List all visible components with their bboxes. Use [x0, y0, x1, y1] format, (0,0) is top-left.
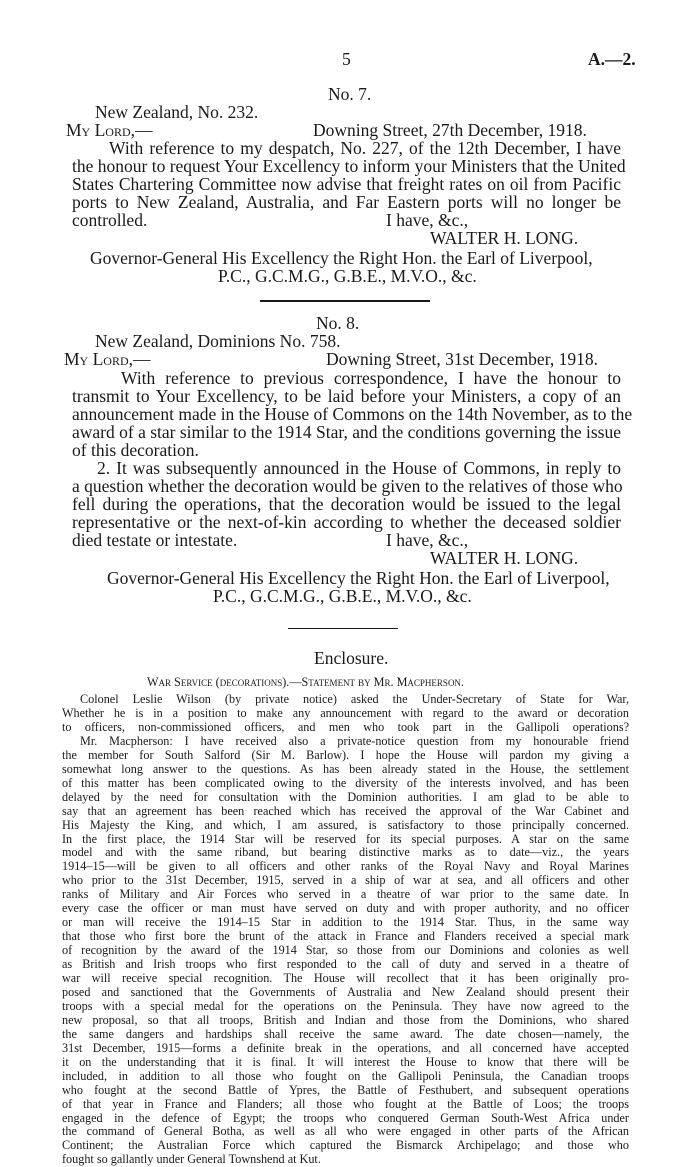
- enclosure-line: included, in addition to all those who fought on the Gallipoli Peninsula, the Canadian troops: [62, 1068, 629, 1083]
- enclosure-line: the same dangers and hardships shall receive the same award. The date chosen—namely, the: [62, 1026, 629, 1041]
- enclosure-line: or man will receive the 1914–15 Star in addition to the 1914 Star. Thus, in the same way: [62, 915, 629, 930]
- body-line: 2. It was subsequently announced in the House of Commons, in reply to: [97, 458, 621, 478]
- enclosure-line: it on the understanding that it is final. It will interest the House to know that there will be: [62, 1054, 629, 1069]
- enclosure-line: who fought at the second Battle of Ypres, the Battle of Festhubert, and subsequent operations: [62, 1082, 629, 1097]
- body-line: ports to New Zealand, Australia, and Far Eastern ports will no longer be: [72, 192, 621, 212]
- closing: I have, &c.,: [386, 530, 469, 550]
- enclosure-line: of this matter has been complicated owing to the diversity of the interests involved, and has been: [62, 775, 629, 790]
- body-line: died testate or intestate.: [72, 530, 238, 550]
- letter-number: No. 8.: [316, 313, 360, 333]
- enclosure-line: new proposal, so that all troops, British and Indian and those from the Dominions, who shared: [62, 1012, 629, 1027]
- letter-reference: New Zealand, No. 232.: [95, 102, 259, 122]
- place-date: Downing Street, 31st December, 1918.: [326, 349, 598, 369]
- place-date: Downing Street, 27th December, 1918.: [313, 120, 587, 140]
- body-line: award of a star similar to the 1914 Star, and the conditions governing the issue: [72, 422, 621, 442]
- enclosure-line: His Majesty the King, and which, I am assured, is satisfactory to those principally concerned.: [62, 817, 629, 832]
- enclosure-line: of recognition by the award of the 1914 Star, so those from our Dominions and colonies as well: [62, 943, 629, 958]
- enclosure-line: engaged in the defence of Egypt; the troops who conquered German South-West Africa under: [62, 1110, 629, 1125]
- enclosure-line: delayed by the need for consultation with the Dominion authorities. I am glad to be able to: [62, 789, 629, 804]
- body-line: announcement made in the House of Commons on the 14th November, as to the: [72, 404, 633, 424]
- enclosure-line: to officers, non-commissioned officers, and men who took part in the Gallipoli operations?: [62, 719, 629, 734]
- enclosure-line: 31st December, 1915—forms a definite break in the operations, and all concerned have accepted: [62, 1040, 629, 1055]
- enclosure-line: that those who first bore the brunt of the attack in France and Flanders received a special mark: [62, 929, 629, 944]
- addressee: Governor-General His Excellency the Right Hon. the Earl of Liverpool,: [107, 568, 610, 588]
- body-line: of this decoration.: [72, 440, 199, 460]
- enclosure-line: the command of General Botha, as well as all who were engaged in other parts of the African: [62, 1124, 629, 1139]
- body-line: With reference to my despatch, No. 227, of the 12th December, I have: [109, 138, 621, 158]
- enclosure-line: troops with a special medal for the operations on the Peninsula. They have now agreed to the: [62, 998, 629, 1013]
- addressee-titles: P.C., G.C.M.G., G.B.E., M.V.O., &c.: [218, 266, 477, 286]
- enclosure-line: ranks of Military and Air Forces who served in a theatre of war prior to the same date. In: [62, 887, 629, 902]
- enclosure-line: war will receive special recognition. The House will recollect that it has been originally pro-: [62, 971, 629, 985]
- salutation: My Lord,—: [66, 120, 153, 140]
- enclosure-line: model and with the same riband, but bearing distinctive marks as to date—viz., the years: [62, 845, 629, 860]
- divider: [288, 628, 398, 629]
- enclosure-line: 1914–15—will be given to all officers and other ranks of the Royal Navy and Royal Marines: [62, 859, 629, 874]
- enclosure-line: Colonel Leslie Wilson (by private notice) asked the Under-Secretary of State for War,: [80, 692, 629, 706]
- enclosure-title: Enclosure.: [314, 648, 389, 668]
- salutation: My Lord,—: [64, 349, 151, 369]
- closing: I have, &c.,: [386, 210, 469, 230]
- body-line: With reference to previous correspondence, I have the honour to: [121, 368, 621, 388]
- document-code: A.—2.: [588, 49, 636, 69]
- enclosure-line: In the first place, the 1914 Star will be reserved for its special purposes. A star on the same: [62, 831, 629, 846]
- enclosure-line: the member for South Salford (Sir M. Barlow). I hope the House will pardon my giving a: [62, 747, 629, 762]
- enclosure-line: posed and sanctioned that the Governments of Australia and New Zealand should present their: [62, 984, 629, 999]
- enclosure-line: somewhat long answer to the questions. As has been already stated in the House, the settlement: [62, 761, 629, 776]
- divider: [260, 300, 430, 302]
- letter-number: No. 7.: [328, 84, 372, 104]
- body-line: transmit to Your Excellency, to be laid before your Ministers, a copy of an: [72, 386, 621, 406]
- page-number: 5: [342, 49, 351, 69]
- enclosure-line: who prior to the 31st December, 1915, served in a ship of war at sea, and all officers and other: [62, 873, 629, 888]
- body-line: the honour to request Your Excellency to inform your Ministers that the United: [72, 156, 626, 176]
- enclosure-line: say that an agreement has been reached which has received the approval of the War Cabinet and: [62, 803, 629, 818]
- body-line: fell during the operations, that the decoration would be issued to the legal: [72, 494, 621, 514]
- enclosure-line: fought so gallantly under General Townshend at Kut.: [62, 1152, 321, 1167]
- enclosure-line: Whether he is in a position to make any announcement with regard to the award or decoration: [62, 705, 629, 720]
- addressee-titles: P.C., G.C.M.G., G.B.E., M.V.O., &c.: [213, 586, 472, 606]
- signature: WALTER H. LONG.: [430, 228, 579, 248]
- body-line: a question whether the decoration would be given to the relatives of those who: [72, 476, 623, 496]
- signature: WALTER H. LONG.: [430, 548, 579, 568]
- enclosure-line: of that year in France and Flanders; all those who fought at the Battle of Loos; the troops: [62, 1096, 629, 1111]
- enclosure-line: Mr. Macpherson: I have received also a private-notice question from my honourable friend: [80, 733, 629, 748]
- enclosure-line: Continent; the Australian Force which captured the Bismarck Archipelago; and those who: [62, 1138, 629, 1153]
- letter-reference: New Zealand, Dominions No. 758.: [95, 331, 341, 351]
- enclosure-heading: War Service (decorations).—Statement by Mr. Macpherson.: [147, 675, 464, 689]
- body-line: States Chartering Committee now advise that freight rates on oil from Pacific: [72, 174, 621, 194]
- addressee: Governor-General His Excellency the Right Hon. the Earl of Liverpool,: [90, 248, 593, 268]
- enclosure-line: as British and Irish troops who first responded to the call of duty and served in a theatre of: [62, 957, 629, 972]
- body-line: controlled.: [72, 210, 148, 230]
- enclosure-line: every case the officer or man must have served on duty and with proper authority, and no officer: [62, 901, 629, 916]
- body-line: representative or the next-of-kin according to whether the deceased soldier: [72, 512, 621, 532]
